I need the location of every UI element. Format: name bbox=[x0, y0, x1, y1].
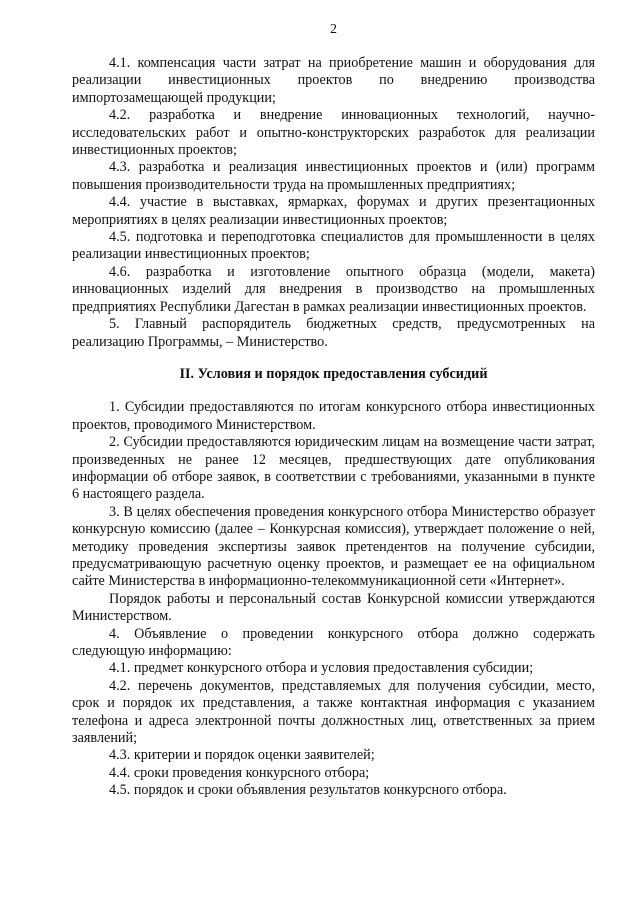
section2-paragraph-4-3: 4.3. критерии и порядок оценки заявителей; bbox=[109, 747, 375, 764]
section2-paragraph-1: 1. Субсидии предоставляются по итогам конкурсного отбора инвестиционных проектов, проводимого Министерством. bbox=[72, 399, 595, 433]
section2-paragraph-3: 3. В целях обеспечения проведения конкурсного отбора Министерство образует конкурсную комиссию (далее – Конкурсная комиссия), утверждает положение о ней, методику проведения экспертизы заявок претендентов на получение субсидии, предусматривающую расчетную оценку проектов, и размещает ее на официальном сайте Министерства в информационно-телекоммуникационной сети «Интернет». bbox=[72, 503, 595, 590]
section-heading: II. Условия и порядок предоставления субсидий bbox=[179, 365, 488, 382]
page-number: 2 bbox=[330, 22, 337, 37]
paragraph-5: 5. Главный распорядитель бюджетных средств, предусмотренных на реализацию Программы, – Министерство. bbox=[72, 316, 595, 350]
paragraph-4-4: 4.4. участие в выставках, ярмарках, форумах и других презентационных мероприятиях в целях реализации инвестиционных проектов; bbox=[72, 194, 595, 228]
paragraph-4-1: 4.1. компенсация части затрат на приобретение машин и оборудования для реализации инвестиционных проектов по внедрению производства импортозамещающей продукции; bbox=[72, 55, 595, 106]
document-body bbox=[72, 55, 595, 800]
section2-paragraph-4-4: 4.4. сроки проведения конкурсного отбора; bbox=[109, 764, 370, 781]
paragraph-4-3: 4.3. разработка и реализация инвестиционных проектов и (или) программ повышения производительности труда на промышленных предприятиях; bbox=[72, 159, 595, 193]
section2-paragraph-4-5: 4.5. порядок и сроки объявления результатов конкурсного отбора. bbox=[109, 782, 507, 799]
section2-paragraph-commission: Порядок работы и персональный состав Конкурсной комиссии утверждаются Министерством. bbox=[72, 590, 595, 625]
paragraph-4-5: 4.5. подготовка и переподготовка специалистов для промышленности в целях реализации инвестиционных проектов; bbox=[72, 229, 595, 263]
section2-paragraph-4-1: 4.1. предмет конкурсного отбора и условия предоставления субсидии; bbox=[109, 660, 534, 677]
section2-paragraph-4: 4. Объявление о проведении конкурсного отбора должно содержать следующую информацию: bbox=[72, 625, 595, 659]
section2-paragraph-2: 2. Субсидии предоставляются юридическим лицам на возмещение части затрат, произведенных не ранее 12 месяцев, предшествующих дате опубликования информации об отборе заявок, в соответствии с требованиями, указанными в пункте 6 настоящего раздела. bbox=[72, 434, 595, 503]
paragraph-4-6: 4.6. разработка и изготовление опытного образца (модели, макета) инновационных изделий для внедрения в производство на промышленных предприятиях Республики Дагестан в рамках реализации инвестиционных проектов. bbox=[72, 263, 595, 315]
paragraph-4-2: 4.2. разработка и внедрение инновационных технологий, научно-исследовательских работ и опытно-конструкторских разработок для реализации инвестиционных проектов; bbox=[72, 107, 595, 159]
section2-paragraph-4-2: 4.2. перечень документов, представляемых для получения субсидии, место, срок и порядок их представления, а также контактная информация с указанием телефона и адреса электронной почты должностных лиц, ответственных за прием заявлений; bbox=[72, 677, 595, 747]
